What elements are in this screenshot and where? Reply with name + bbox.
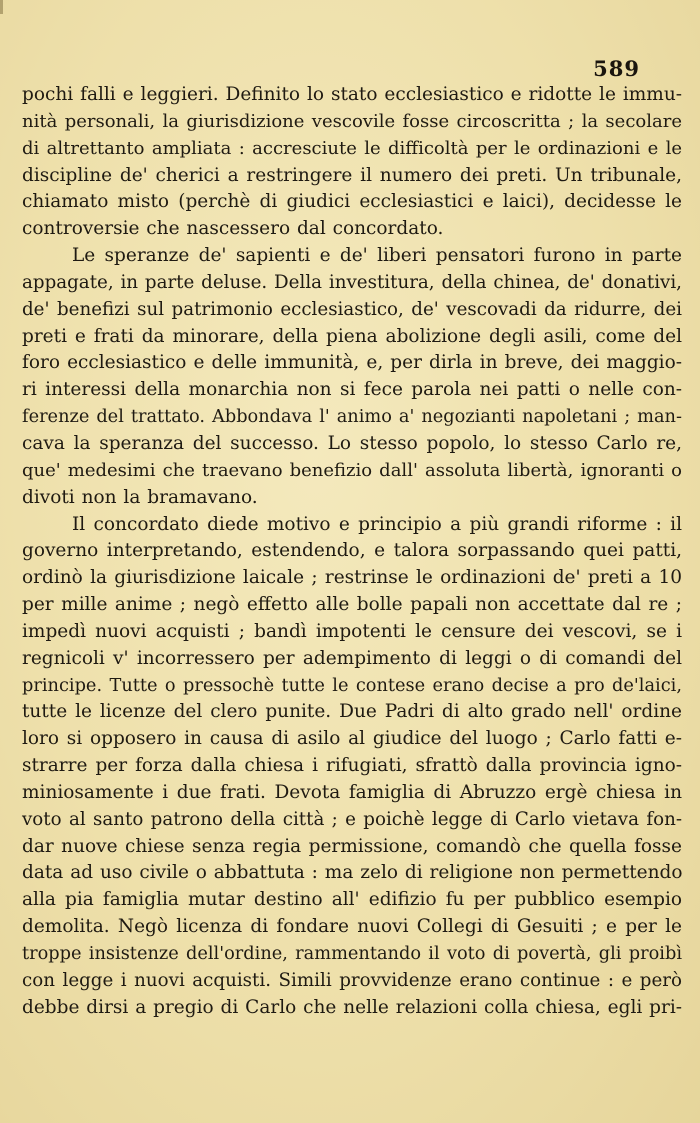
text-line: nità personali, la giurisdizione vescovile fosse circoscritta ; la secolare [22,110,682,132]
text-line: demolita. Negò licenza di fondare nuovi Collegi di Gesuiti ; e per le [22,916,682,938]
text-line: voto al santo patrono della città ; e poichè legge di Carlo vietava fon- [22,808,682,830]
text-line: miniosamente i due frati. Devota famiglia di Abruzzo ergè chiesa in [22,781,682,803]
text-line: loro si opposero in causa di asilo al giudice del luogo ; Carlo fatti e- [22,728,682,750]
text-line: divoti non la bramavano. [22,486,258,508]
text-line: discipline de' cherici a restringere il numero dei preti. Un tribunale, [22,164,682,186]
text-line: appagate, in parte deluse. Della investitura, della chinea, de' donativi, [22,271,682,293]
text-line: Le speranze de' sapienti e de' liberi pensatori furono in parte [72,245,682,267]
text-line: pochi falli e leggieri. Definito lo stato ecclesiastico e ridotte le immu- [22,84,682,105]
text-line: debbe dirsi a pregio di Carlo che nelle relazioni colla chiesa, egli pri- [22,996,683,1018]
text-line: regnicoli v' incorressero per adempimento di leggi o di comandi del [22,647,682,669]
text-line: strarre per forza dalla chiesa i rifugiati, sfrattò dalla provincia igno- [22,755,682,777]
text-line: alla pia famiglia mutar destino all' edifizio fu per pubblico esempio [22,889,682,911]
text-line: preti e frati da minorare, della piena abolizione degli asili, come del [22,325,682,347]
text-line: controversie che nascessero dal concordato. [22,218,444,240]
text-line: troppe insistenze dell'ordine, rammentando il voto di povertà, gli proibì [22,944,682,964]
text-line: data ad uso civile o abbattuta : ma zelo di religione non permettendo [22,862,683,884]
text-line: ordinò la giurisdizione laicale ; restrinse le ordinazioni de' preti a 10 [22,567,682,589]
body-text [22,82,682,1022]
text-line: tutte le licenze del clero punite. Due Padri di alto grado nell' ordine [22,701,682,723]
text-line: dar nuove chiese senza regia permissione, comandò che quella fosse [22,835,682,857]
text-line: impedì nuovi acquisti ; bandì impotenti le censure dei vescovi, se i [22,620,682,642]
text-line: ferenze del trattato. Abbondava l' animo a' negozianti napoletani ; man- [22,407,682,428]
page-number: 589 [593,56,640,81]
text-line: cava la speranza del successo. Lo stesso popolo, lo stesso Carlo re, [22,432,682,454]
text-line: de' benefizi sul patrimonio ecclesiastico, de' vescovadi da ridurre, dei [22,298,682,320]
text-line: Il concordato diede motivo e principio a più grandi riforme : il [72,513,682,535]
text-line: per mille anime ; negò effetto alle bolle papali non accettate dal re ; [22,594,682,616]
text-line: ri interessi della monarchia non si fece parola nei patti o nelle con- [22,379,682,401]
text-line: chiamato misto (perchè di giudici ecclesiastici e laici), decidesse le [22,191,682,213]
text-line: que' medesimi che traevano benefizio dall' assoluta libertà, ignoranti o [22,459,682,481]
text-line: principe. Tutte o pressochè tutte le contese erano decise a pro de'laici, [22,675,682,696]
text-line: foro ecclesiastico e delle immunità, e, per dirla in breve, dei maggio- [22,352,682,374]
text-line: di altrettanto ampliata : accresciute le difficoltà per le ordinazioni e le [22,137,682,159]
text-line: con legge i nuovi acquisti. Simili provvidenze erano continue : e però [22,969,682,991]
text-line: governo interpretando, estendendo, e talora sorpassando quei patti, [22,540,682,562]
scan-mark [0,0,3,14]
